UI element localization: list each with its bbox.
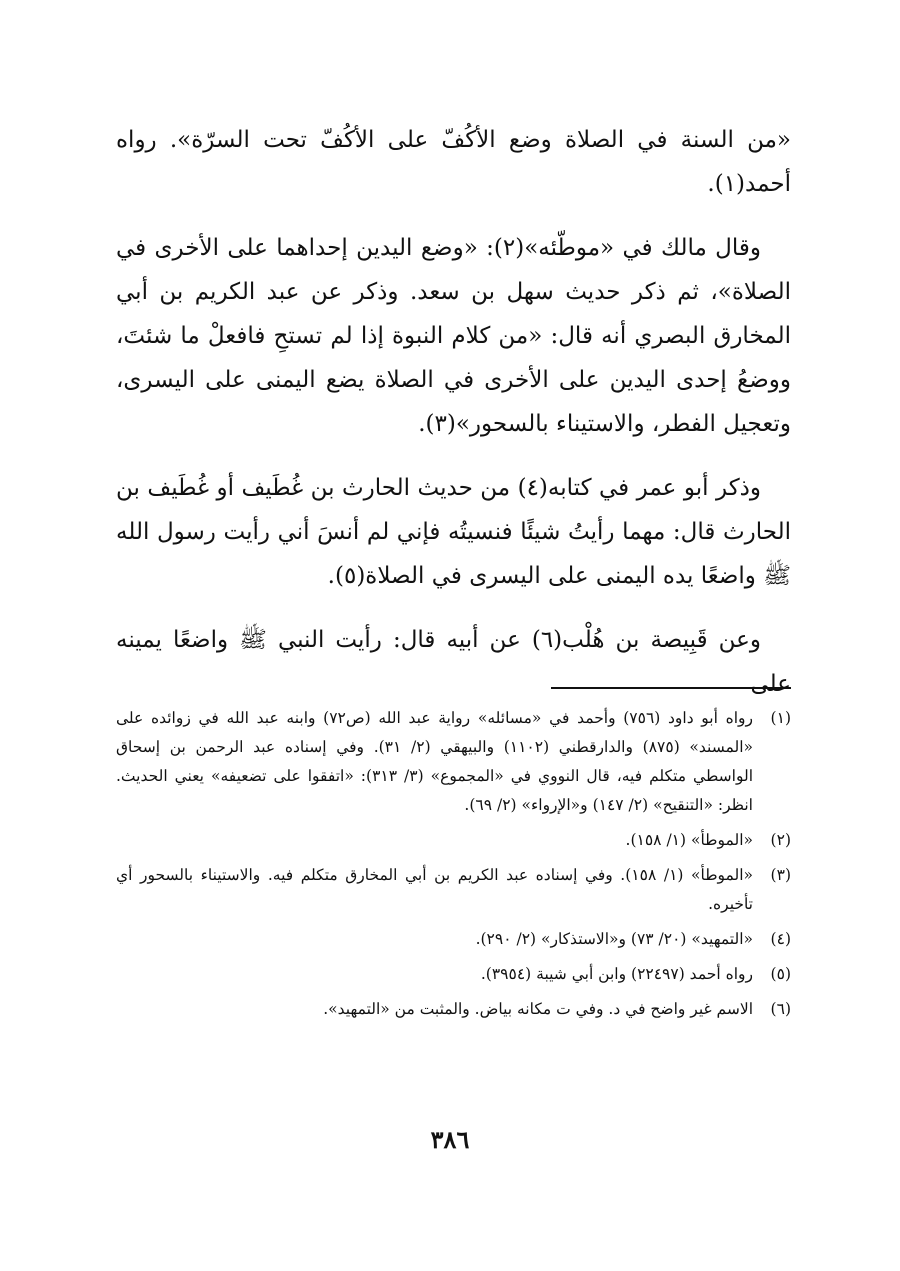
footnote-number: (١) — [770, 709, 791, 727]
page-number: ٣٨٦ — [430, 1125, 470, 1154]
footnote-number: (٤) — [770, 930, 791, 948]
footnotes — [116, 704, 791, 1030]
footnote — [116, 960, 791, 989]
footnote-number: (٥) — [770, 965, 791, 983]
footnote-number: (٢) — [770, 831, 791, 849]
footnote-divider — [551, 687, 791, 689]
paragraph: وذكر أبو عمر في كتابه(٤) من حديث الحارث بن غُطَيف أو غُطَيف بن الحارث قال: مهما رأيتُ شيئًا فنسيتُه فإني لم أنسَ أني رأيت رسول الله ﷺ واضعًا يده اليمنى على اليسرى في الصلاة(٥). — [116, 475, 791, 589]
footnote — [116, 925, 791, 954]
footnote — [116, 704, 791, 820]
main-text — [116, 118, 791, 726]
footnote — [116, 995, 791, 1024]
footnote-number: (٣) — [770, 866, 791, 884]
paragraph: وعن قَبِيصة بن هُلْب(٦) عن أبيه قال: رأيت النبي ﷺ واضعًا يمينه على — [116, 627, 791, 697]
paragraph: وقال مالك في «موطّئه»(٢): «وضع اليدين إحداهما على الأخرى في الصلاة»، ثم ذكر حديث سهل بن سعد. وذكر عن عبد الكريم بن أبي المخارق البصري أنه قال: «من كلام النبوة إذا لم تستحِ فافعلْ ما شئتَ، ووضعُ إحدى اليدين على الأخرى في الصلاة يضع اليمنى على اليسرى، وتعجيل الفطر، والاستيناء بالسحور»(٣). — [116, 235, 791, 437]
footnote-text: رواه أحمد (٢٢٤٩٧) وابن أبي شيبة (٣٩٥٤). — [480, 965, 753, 983]
footnote — [116, 861, 791, 919]
footnote-text: رواه أبو داود (٧٥٦) وأحمد في «مسائله» رواية عبد الله (ص٧٢) وابنه عبد الله في زوائده على «المسند» (٨٧٥) والدارقطني (١١٠٢) والبيهقي (٢/ ٣١). وفي إسناده عبد الرحمن بن إسحاق الواسطي متكلم فيه، قال النووي في «المجموع» (٣/ ٣١٣): «اتفقوا على تضعيفه» يعني الحديث. انظر: «التنقيح» (٢/ ١٤٧) و«الإرواء» (٢/ ٦٩). — [116, 709, 754, 814]
footnote-text: «الموطأ» (١/ ١٥٨). وفي إسناده عبد الكريم بن أبي المخارق متكلم فيه. والاستيناء بالسحور أي تأخيره. — [116, 866, 754, 913]
footnote-text: «الموطأ» (١/ ١٥٨). — [625, 831, 753, 849]
paragraph: «من السنة في الصلاة وضع الأكُفّ على الأكُفّ تحت السرّة». رواه أحمد(١). — [116, 127, 791, 197]
footnote-text: الاسم غير واضح في د. وفي ت مكانه بياض. والمثبت من «التمهيد». — [323, 1000, 753, 1018]
footnote — [116, 826, 791, 855]
footnote-number: (٦) — [770, 1000, 791, 1018]
footnote-text: «التمهيد» (٢٠/ ٧٣) و«الاستذكار» (٢/ ٢٩٠). — [475, 930, 753, 948]
